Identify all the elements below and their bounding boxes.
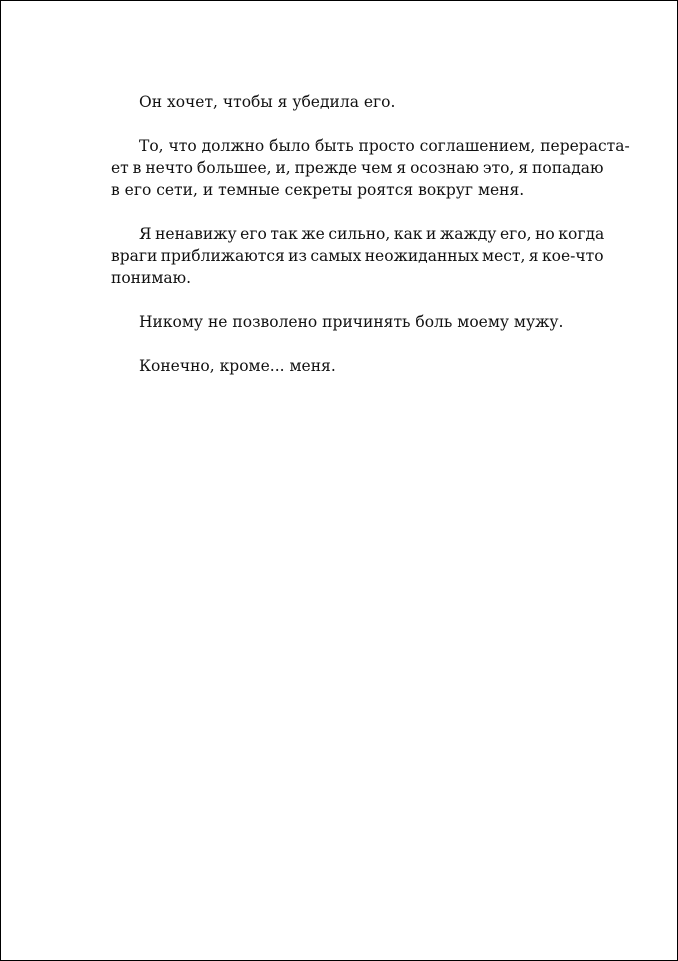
paragraph (111, 91, 604, 113)
paragraph (111, 223, 604, 289)
body-text (111, 91, 630, 399)
text-line: Я ненавижу его так же сильно, как и жажду его, но когда (139, 225, 605, 243)
text-line: Конечно, кроме... меня. (139, 357, 336, 375)
text-line: враги приближаются из самых неожиданных мест, я кое-что (111, 247, 604, 265)
text-line: понимаю. (111, 269, 192, 287)
text-line: То, что должно было быть просто соглашением, перераста- (139, 137, 630, 155)
text-line: Он хочет, чтобы я убедила его. (139, 93, 396, 111)
paragraph (111, 135, 630, 201)
paragraph (111, 355, 604, 377)
text-line: Никому не позволено причинять боль моему мужу. (139, 313, 564, 331)
text-line: ет в нечто большее, и, прежде чем я осознаю это, я попадаю (111, 159, 604, 177)
text-line: в его сети, и темные секреты роятся вокруг меня. (111, 181, 525, 199)
paragraph (111, 311, 604, 333)
